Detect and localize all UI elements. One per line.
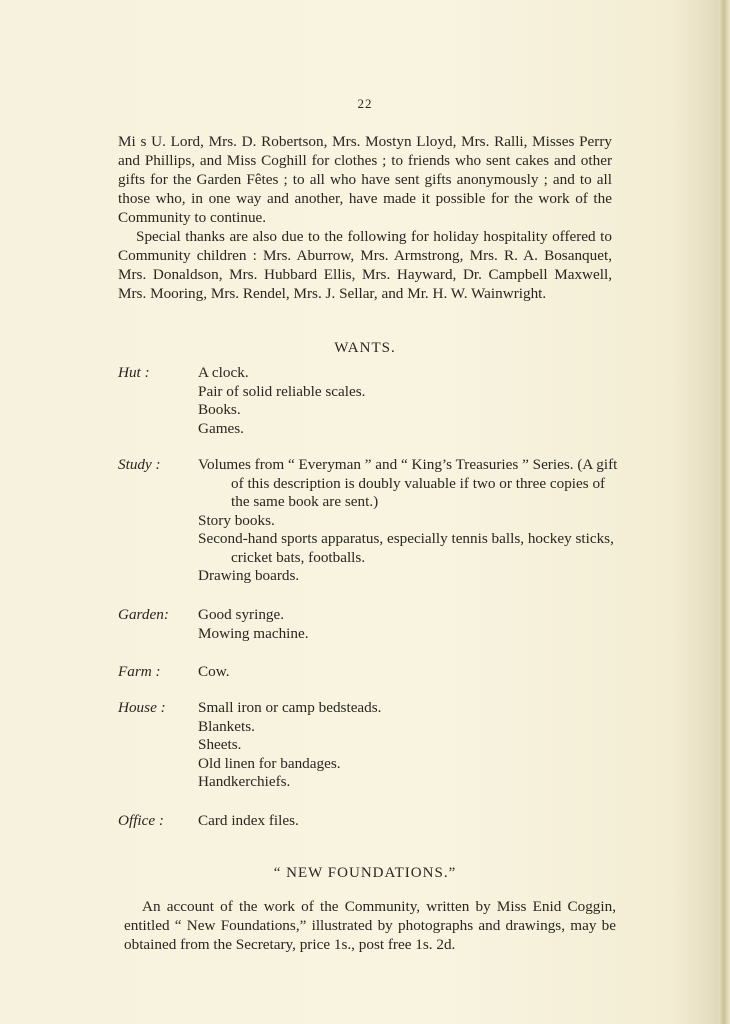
category-label: House : — [118, 699, 166, 716]
category-items — [198, 364, 618, 438]
list-item: A clock. — [198, 364, 249, 381]
category-items — [198, 606, 618, 643]
list-item: Mowing machine. — [198, 624, 309, 642]
list-item: Story books. — [198, 511, 275, 529]
category-label: Garden: — [118, 606, 169, 623]
list-item: Games. — [198, 419, 244, 437]
list-item: Good syringe. — [198, 606, 285, 623]
list-item: Volumes from “ Everyman ” and “ King’s Treasuries ” Series. (A gift of this description is doubly valuable if two or three copies of the same book are sent.) — [198, 456, 618, 510]
list-item: Small iron or camp bedsteads. — [198, 699, 382, 716]
list-item: Old linen for bandages. — [198, 754, 341, 772]
list-item: Second-hand sports apparatus, especially tennis balls, hockey sticks, cricket bats, footballs. — [198, 530, 614, 566]
new-foundations-heading: “ NEW FOUNDATIONS.” — [273, 865, 457, 881]
list-item: Drawing boards. — [198, 567, 300, 584]
list-item: Card index files. — [198, 812, 299, 829]
list-item: Books. — [198, 401, 241, 418]
wants-heading: WANTS. — [334, 340, 396, 356]
category-label: Study : — [118, 456, 161, 473]
list-item: Pair of solid reliable scales. — [198, 382, 366, 400]
list-item: Blankets. — [198, 717, 255, 735]
new-foundations-text: An account of the work of the Community, written by Miss Enid Coggin, entitled “ New Foundations,” illustrated by photographs and drawings, may be obtained from the Secretary, price 1s., post free 1s. 2d. — [124, 898, 616, 953]
category-items — [198, 456, 618, 586]
category-label: Farm : — [118, 663, 161, 680]
page-number: 22 — [357, 96, 373, 111]
list-item: Cow. — [198, 663, 230, 680]
category-items — [198, 663, 618, 682]
list-item: Sheets. — [198, 736, 242, 753]
category-items — [198, 699, 618, 792]
category-label: Hut : — [118, 364, 150, 381]
category-label: Office : — [118, 812, 164, 829]
acknowledgements-paragraph-1: Mi s U. Lord, Mrs. D. Robertson, Mrs. Mostyn Lloyd, Mrs. Ralli, Misses Perry and Phillips, and Miss Coghill for clothes ; to friends who sent cakes and other gifts for the Garden Fêtes ; to all who have sent gifts anonymously ; and to all those who, in one way and another, have made it possible for the work of the Community to continue. — [118, 133, 612, 226]
acknowledgements-paragraph-2: Special thanks are also due to the following for holiday hospitality offered to Community children : Mrs. Aburrow, Mrs. Armstrong, Mrs. R. A. Bosanquet, Mrs. Donaldson, Mrs. Hubbard Ellis, Mrs. Hayward, Dr. Campbell Maxwell, Mrs. Mooring, Mrs. Rendel, Mrs. J. Sellar, and Mr. H. W. Wainwright. — [118, 228, 612, 302]
category-items — [198, 812, 618, 831]
list-item: Handkerchiefs. — [198, 773, 291, 790]
